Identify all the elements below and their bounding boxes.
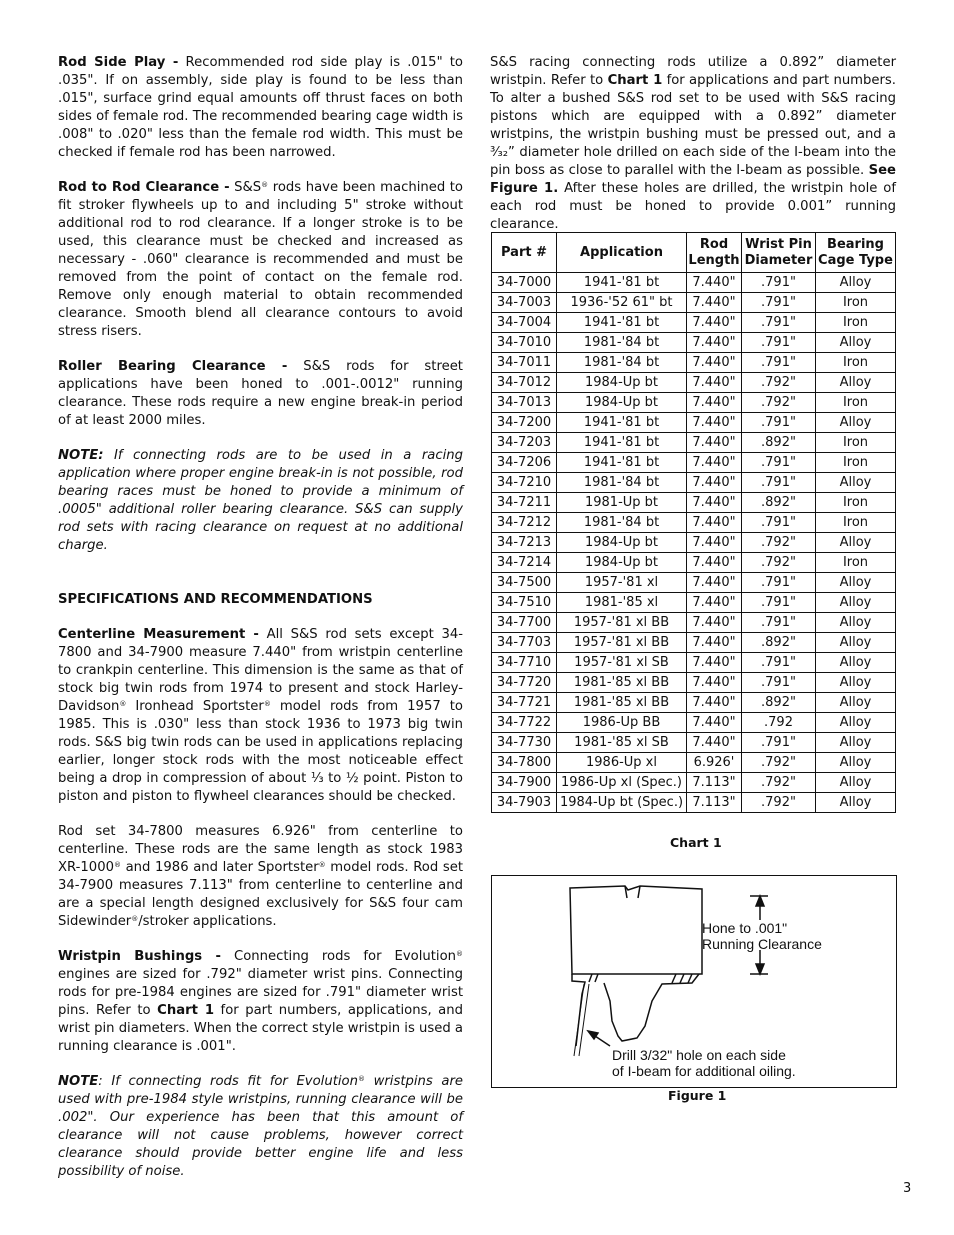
roller-bearing-text: S&S rods for street applications have been honed to .001-.0012" running clearance. These rods require a new engine break-in period of at least 2000 miles. [58, 359, 463, 428]
racing-rods-paragraph [490, 54, 896, 234]
cell-bearing-cage: Alloy [816, 693, 896, 713]
specs-heading: SPECIFICATIONS AND RECOMMENDATIONS [58, 592, 373, 607]
cell-rod-length: 7.440" [687, 713, 742, 733]
wristpin-text: engines are sized for .792" diameter wrist pins. Connecting rods for pre-1984 engines are sized for .791" diameter wrist pins. Refer to [58, 967, 463, 1018]
cell-bearing-cage: Alloy [816, 793, 896, 813]
note-text: If connecting rods are to be used in a racing application where proper engine break-in is not possible, rod bearing races must be honed to provide a minimum of .0005" additional roller bearing clearance. S&S can supply rod sets with racing clearance on request at no additional charge. [58, 448, 463, 553]
wristpin-title: Wristpin Bushings - [58, 949, 221, 964]
cell-bearing-cage: Alloy [816, 333, 896, 353]
cell-rod-length: 7.440" [687, 653, 742, 673]
cell-wrist-pin: .791" [742, 513, 816, 533]
cell-application: 1984-Up bt [557, 553, 687, 573]
cell-bearing-cage: Iron [816, 433, 896, 453]
table-row [492, 453, 896, 473]
centerline-text: model rods from 1957 to 1985. This is .030" less than stock 1936 to 1973 big twin rods. S&S big twin rods can be used in applications replacing earlier, longer stock rods with the most noticeable effect being a drop in compression of about ⅓ to ½ point. Piston to piston and piston to flywheel clearances should be checked. [58, 699, 463, 804]
cell-wrist-pin: .791" [742, 653, 816, 673]
cell-wrist-pin: .792" [742, 753, 816, 773]
cell-wrist-pin: .892" [742, 493, 816, 513]
cell-wrist-pin: .792 [742, 713, 816, 733]
cell-application: 1986-Up xl [557, 753, 687, 773]
cell-application: 1986-Up BB [557, 713, 687, 733]
cell-application: 1981-'84 bt [557, 473, 687, 493]
table-row [492, 433, 896, 453]
cell-wrist-pin: .792" [742, 553, 816, 573]
figure-1-diagram [492, 876, 896, 1087]
figure-1-box [491, 875, 897, 1088]
cell-part: 34-7214 [492, 553, 557, 573]
cell-bearing-cage: Alloy [816, 773, 896, 793]
table-row [492, 773, 896, 793]
left-column [58, 54, 463, 1198]
table-row [492, 373, 896, 393]
cell-rod-length: 7.440" [687, 493, 742, 513]
chart-reference: Chart 1 [607, 73, 663, 88]
cell-application: 1957-'81 xl [557, 573, 687, 593]
cell-rod-length: 6.926' [687, 753, 742, 773]
cell-part: 34-7703 [492, 633, 557, 653]
cell-part: 34-7903 [492, 793, 557, 813]
cell-wrist-pin: .892" [742, 693, 816, 713]
registered-mark: ® [456, 950, 463, 958]
cell-bearing-cage: Iron [816, 513, 896, 533]
cell-rod-length: 7.440" [687, 333, 742, 353]
cell-application: 1936-'52 61" bt [557, 293, 687, 313]
cell-bearing-cage: Alloy [816, 593, 896, 613]
table-row [492, 753, 896, 773]
cell-rod-length: 7.440" [687, 473, 742, 493]
cell-application: 1957-'81 xl SB [557, 653, 687, 673]
cell-bearing-cage: Iron [816, 553, 896, 573]
cell-part: 34-7720 [492, 673, 557, 693]
cell-application: 1981-Up bt [557, 493, 687, 513]
cell-wrist-pin: .892" [742, 633, 816, 653]
cell-rod-length: 7.440" [687, 513, 742, 533]
leader-arrow [588, 1031, 610, 1046]
table-row [492, 653, 896, 673]
cell-bearing-cage: Iron [816, 313, 896, 333]
table-header-row [492, 233, 896, 273]
right-column [490, 54, 896, 251]
cell-rod-length: 7.440" [687, 273, 742, 293]
cell-rod-length: 7.113" [687, 773, 742, 793]
cell-part: 34-7211 [492, 493, 557, 513]
note-evolution-paragraph [58, 1073, 463, 1181]
table-row [492, 633, 896, 653]
cell-part: 34-7200 [492, 413, 557, 433]
rod-to-rod-text: rods have been machined to fit stroker flywheels up to and including 5" stroke without additional rod to rod clearance. If a longer stroke is to be used, this clearance must be checked and increased as necessary - .060" clearance is recommended and must be removed from the point of contact on the female rod. Remove only enough material to obtain recommended clearance. Smooth blend all clearance contours to avoid stress risers. [58, 180, 464, 339]
table-row [492, 713, 896, 733]
registered-mark: ® [113, 861, 121, 869]
cell-wrist-pin: .791" [742, 613, 816, 633]
cell-bearing-cage: Alloy [816, 713, 896, 733]
note-text: wristpins are used with pre-1984 style wristpins, running clearance will be .002". Our experience has been that this amount of clearance will not cause problems, however correct clearance should provide better engine life and less possibility of noise. [58, 1074, 463, 1179]
cell-bearing-cage: Alloy [816, 373, 896, 393]
cell-wrist-pin: .791" [742, 293, 816, 313]
cell-wrist-pin: .892" [742, 433, 816, 453]
table-row [492, 273, 896, 293]
table-row [492, 313, 896, 333]
cell-application: 1981-'85 xl SB [557, 733, 687, 753]
rodset-text: model rods. Rod set 34-7900 measures 7.113" from centerline to centerline and are a special length designed exclusively for S&S four cam Sidewinder [58, 860, 463, 929]
cell-rod-length: 7.440" [687, 353, 742, 373]
wristpin-paragraph [58, 948, 463, 1056]
centerline-paragraph [58, 626, 463, 806]
table-row [492, 353, 896, 373]
header-part: Part # [492, 233, 557, 273]
table-row [492, 493, 896, 513]
table-row [492, 593, 896, 613]
rodset-text: and 1986 and later Sportster [120, 860, 319, 875]
table-row [492, 393, 896, 413]
cell-bearing-cage: Iron [816, 493, 896, 513]
cell-rod-length: 7.440" [687, 313, 742, 333]
cell-application: 1981-'85 xl BB [557, 673, 687, 693]
table-row [492, 513, 896, 533]
cell-rod-length: 7.440" [687, 593, 742, 613]
centerline-title: Centerline Measurement - [58, 627, 259, 642]
racing-rods-text: for applications and part numbers. To alter a bushed S&S rod set to be used with S&S racing pistons which are equipped with a 0.892” diameter wristpins, the wristpin bushing must be pressed out, and a ³⁄₃₂” diameter hole drilled on each side of the I-beam into the pin boss as close to parallel with the I-beam as possible. [490, 73, 896, 178]
cell-part: 34-7710 [492, 653, 557, 673]
table-row [492, 533, 896, 553]
cell-rod-length: 7.440" [687, 433, 742, 453]
registered-mark: ® [131, 915, 139, 923]
cell-wrist-pin: .792" [742, 373, 816, 393]
header-application: Application [557, 233, 687, 273]
cell-part: 34-7206 [492, 453, 557, 473]
note-label: NOTE [58, 1074, 99, 1089]
cell-wrist-pin: .791" [742, 333, 816, 353]
cell-wrist-pin: .791" [742, 473, 816, 493]
cell-wrist-pin: .791" [742, 673, 816, 693]
cell-part: 34-7013 [492, 393, 557, 413]
cell-bearing-cage: Alloy [816, 273, 896, 293]
cell-wrist-pin: .791" [742, 453, 816, 473]
rodset-text: Rod set 34-7800 measures 6.926" from centerline to centerline. These rods are the same length as stock 1983 XR-1000 [58, 824, 463, 875]
cell-bearing-cage: Alloy [816, 413, 896, 433]
cell-application: 1981-'84 bt [557, 353, 687, 373]
cell-application: 1981-'85 xl BB [557, 693, 687, 713]
rod-to-rod-title: Rod to Rod Clearance - [58, 180, 230, 195]
cell-application: 1981-'84 bt [557, 513, 687, 533]
cell-wrist-pin: .792" [742, 393, 816, 413]
cell-rod-length: 7.440" [687, 693, 742, 713]
table-row [492, 293, 896, 313]
registered-mark: ® [318, 861, 326, 869]
note-text: : If connecting rods fit for Evolution [98, 1074, 358, 1089]
table-row [492, 693, 896, 713]
cell-part: 34-7213 [492, 533, 557, 553]
cell-rod-length: 7.440" [687, 413, 742, 433]
cell-rod-length: 7.440" [687, 293, 742, 313]
cell-rod-length: 7.113" [687, 793, 742, 813]
cell-wrist-pin: .792" [742, 773, 816, 793]
cell-application: 1957-'81 xl BB [557, 633, 687, 653]
wristpin-text: Connecting rods for Evolution [221, 949, 456, 964]
header-rod-length: Rod Length [687, 233, 742, 273]
cell-rod-length: 7.440" [687, 633, 742, 653]
cell-wrist-pin: .792" [742, 793, 816, 813]
table-row [492, 673, 896, 693]
registered-mark: ® [357, 1075, 365, 1083]
cell-application: 1984-Up bt [557, 393, 687, 413]
cell-part: 34-7011 [492, 353, 557, 373]
cell-wrist-pin: .791" [742, 353, 816, 373]
hone-label-line-2: Running Clearance [702, 936, 822, 952]
note-racing-paragraph [58, 447, 463, 555]
cell-application: 1984-Up bt [557, 373, 687, 393]
cell-part: 34-7510 [492, 593, 557, 613]
cell-part: 34-7000 [492, 273, 557, 293]
rodset-paragraph [58, 823, 463, 931]
table-row [492, 333, 896, 353]
chart-reference: Chart 1 [157, 1003, 215, 1018]
rod-side-play-title: Rod Side Play - [58, 55, 179, 70]
cell-bearing-cage: Alloy [816, 653, 896, 673]
rod-to-rod-paragraph [58, 179, 463, 341]
cell-rod-length: 7.440" [687, 453, 742, 473]
table-row [492, 553, 896, 573]
drill-label-line-2: of I-beam for additional oiling. [612, 1063, 796, 1079]
rodset-text: /stroker applications. [138, 914, 277, 929]
header-wrist-pin-diameter: Wrist Pin Diameter [742, 233, 816, 273]
cell-part: 34-7500 [492, 573, 557, 593]
registered-mark: ® [263, 700, 271, 708]
figure-reference: See Figure 1. [490, 163, 896, 196]
racing-rods-text: S&S racing connecting rods utilize a 0.892” diameter wristpin. Refer to [490, 55, 896, 88]
cell-part: 34-7212 [492, 513, 557, 533]
cell-part: 34-7721 [492, 693, 557, 713]
cell-wrist-pin: .791" [742, 733, 816, 753]
cell-wrist-pin: .791" [742, 313, 816, 333]
cell-wrist-pin: .792" [742, 533, 816, 553]
cell-rod-length: 7.440" [687, 373, 742, 393]
cell-bearing-cage: Alloy [816, 733, 896, 753]
cell-rod-length: 7.440" [687, 673, 742, 693]
cell-part: 34-7210 [492, 473, 557, 493]
wristpin-text: for part numbers, applications, and wrist pin diameters. When the correct style wristpin is used a running clearance is .001". [58, 1003, 464, 1054]
registered-mark: ® [119, 700, 127, 708]
cell-bearing-cage: Iron [816, 293, 896, 313]
centerline-text: Ironhead Sportster [126, 699, 264, 714]
cell-rod-length: 7.440" [687, 573, 742, 593]
chart-1-table [491, 232, 896, 813]
table-row [492, 413, 896, 433]
cell-wrist-pin: .791" [742, 273, 816, 293]
cell-part: 34-7004 [492, 313, 557, 333]
figure-caption: Figure 1 [668, 1088, 727, 1103]
cell-bearing-cage: Alloy [816, 533, 896, 553]
cell-application: 1941-'81 bt [557, 433, 687, 453]
cell-bearing-cage: Iron [816, 393, 896, 413]
cell-application: 1981-'84 bt [557, 333, 687, 353]
cell-bearing-cage: Iron [816, 453, 896, 473]
roller-bearing-paragraph [58, 358, 463, 430]
chart-body [492, 273, 896, 813]
drill-label-line-1: Drill 3/32" hole on each side [612, 1047, 786, 1063]
racing-rods-text: After these holes are drilled, the wristpin hole of each rod must be honed to provide 0.001” running clearance. [490, 181, 896, 232]
cell-wrist-pin: .791" [742, 413, 816, 433]
cell-rod-length: 7.440" [687, 533, 742, 553]
header-bearing-cage-type: Bearing Cage Type [816, 233, 896, 273]
cell-rod-length: 7.440" [687, 613, 742, 633]
registered-mark: ® [261, 181, 269, 189]
cell-application: 1941-'81 bt [557, 313, 687, 333]
cell-bearing-cage: Iron [816, 353, 896, 373]
cell-application: 1981-'85 xl [557, 593, 687, 613]
cell-application: 1986-Up xl (Spec.) [557, 773, 687, 793]
hone-label-line-1: Hone to .001" [702, 920, 788, 936]
cell-part: 34-7800 [492, 753, 557, 773]
cell-part: 34-7722 [492, 713, 557, 733]
table-row [492, 573, 896, 593]
rod-to-rod-text: S&S [229, 180, 262, 195]
cell-part: 34-7003 [492, 293, 557, 313]
cell-application: 1941-'81 bt [557, 273, 687, 293]
roller-bearing-title: Roller Bearing Clearance - [58, 359, 288, 374]
cell-rod-length: 7.440" [687, 733, 742, 753]
cell-bearing-cage: Alloy [816, 573, 896, 593]
cell-part: 34-7010 [492, 333, 557, 353]
cell-part: 34-7730 [492, 733, 557, 753]
cell-part: 34-7700 [492, 613, 557, 633]
cell-bearing-cage: Alloy [816, 613, 896, 633]
cell-bearing-cage: Alloy [816, 673, 896, 693]
note-label: NOTE: [58, 448, 104, 463]
cell-part: 34-7203 [492, 433, 557, 453]
cell-application: 1941-'81 bt [557, 453, 687, 473]
cell-wrist-pin: .791" [742, 573, 816, 593]
page-number: 3 [903, 1181, 912, 1196]
cell-rod-length: 7.440" [687, 393, 742, 413]
rod-side-play-paragraph [58, 54, 463, 162]
cell-application: 1984-Up bt [557, 533, 687, 553]
table-row [492, 733, 896, 753]
chart-caption: Chart 1 [670, 835, 722, 850]
table-row [492, 473, 896, 493]
table-row [492, 613, 896, 633]
cell-part: 34-7012 [492, 373, 557, 393]
cell-bearing-cage: Alloy [816, 473, 896, 493]
cell-rod-length: 7.440" [687, 553, 742, 573]
centerline-text: All S&S rod sets except 34-7800 and 34-7900 measure 7.440" from wristpin centerline to crankpin centerline. This dimension is the same as that of stock big twin rods from 1974 to present and stock Harley-Davidson [58, 627, 463, 714]
connecting-rod-drawing [570, 886, 702, 1056]
cell-application: 1984-Up bt (Spec.) [557, 793, 687, 813]
rod-side-play-text: Recommended rod side play is .015" to .035". If on assembly, side play is found to be less than .015", surface grind equal amounts off thrust faces on both sides of female rod. The recommended bearing cage width is .008" to .020" less than the female rod width. This must be checked if female rod has been narrowed. [58, 55, 463, 160]
cell-application: 1957-'81 xl BB [557, 613, 687, 633]
cell-part: 34-7900 [492, 773, 557, 793]
cell-application: 1941-'81 bt [557, 413, 687, 433]
table-row [492, 793, 896, 813]
cell-wrist-pin: .791" [742, 593, 816, 613]
cell-bearing-cage: Alloy [816, 633, 896, 653]
cell-bearing-cage: Alloy [816, 753, 896, 773]
